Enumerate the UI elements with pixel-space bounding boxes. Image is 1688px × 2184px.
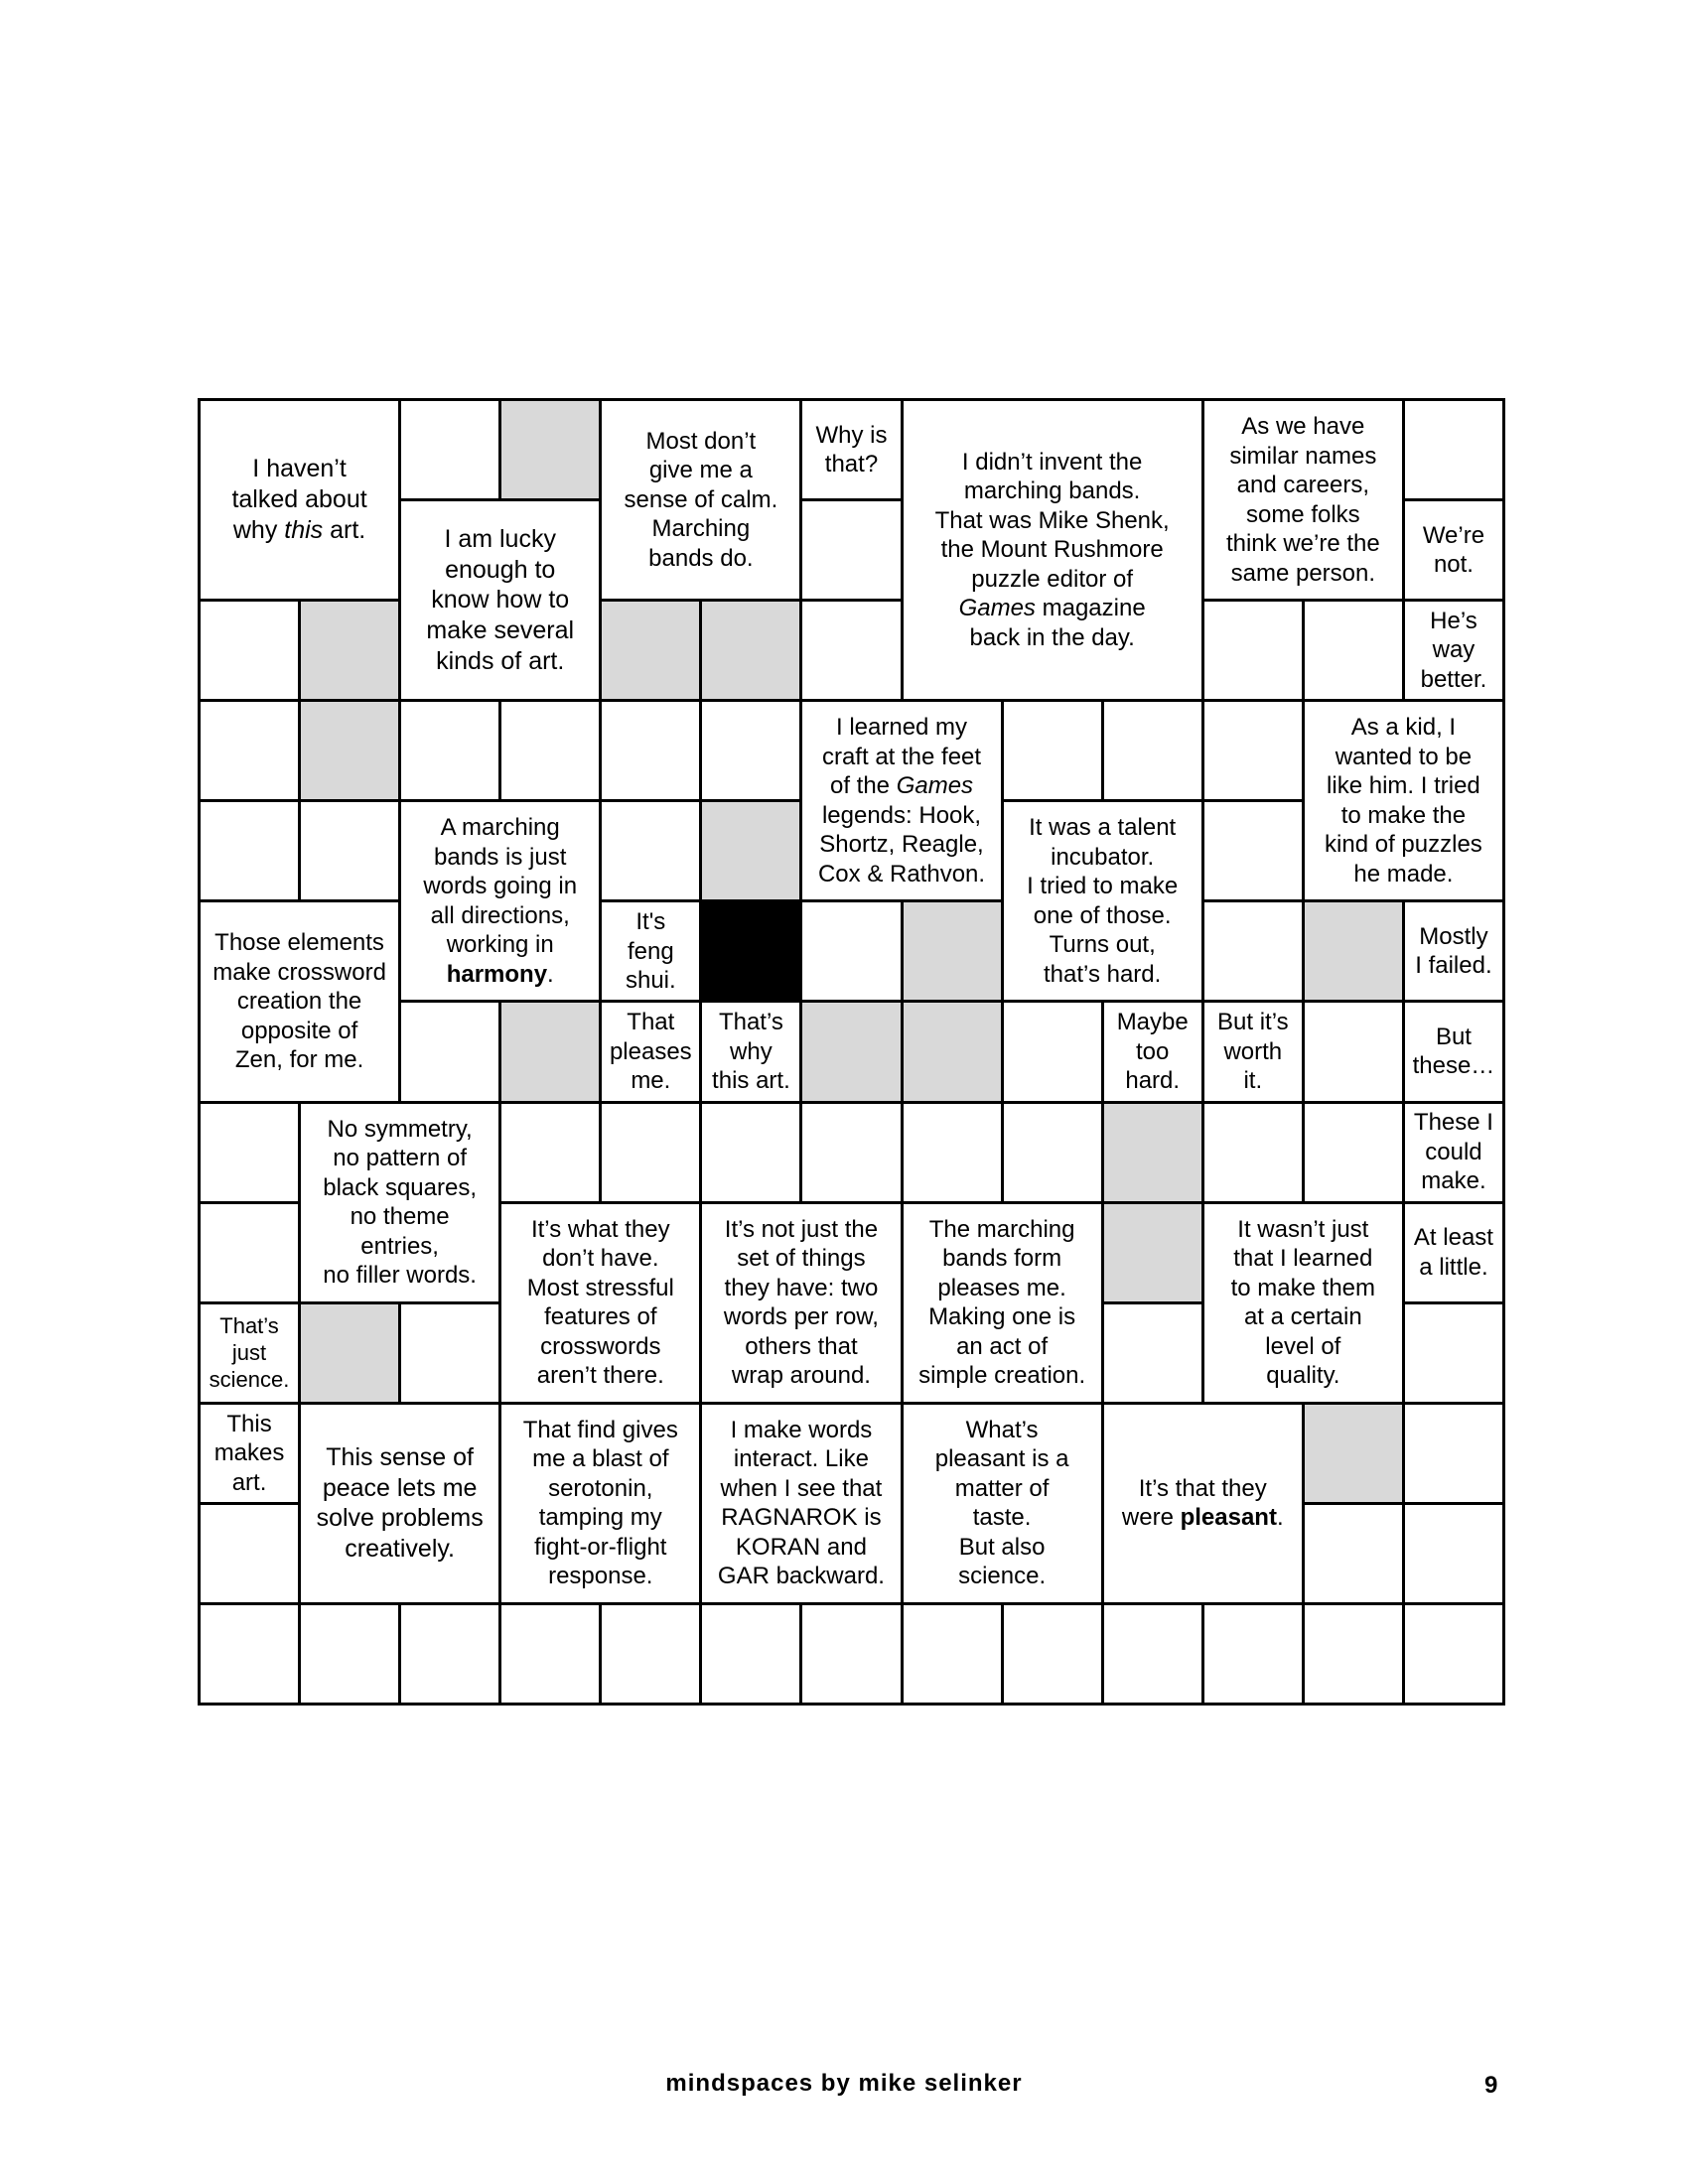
answer-square[interactable] <box>498 1101 602 1204</box>
answer-square[interactable] <box>799 1602 903 1706</box>
clue-text <box>212 928 386 1075</box>
answer-square[interactable] <box>398 699 501 802</box>
answer-square[interactable] <box>1001 1101 1104 1204</box>
clue-text-part: I haven’t talked about why <box>231 455 367 544</box>
page-number: 9 <box>1484 2072 1498 2099</box>
shaded-answer-square[interactable] <box>298 1301 401 1405</box>
clue-box <box>599 398 802 602</box>
answer-square[interactable] <box>699 699 802 802</box>
clue-box <box>198 1402 301 1505</box>
answer-square[interactable] <box>1402 1402 1505 1505</box>
shaded-answer-square[interactable] <box>699 799 802 902</box>
clue-text <box>231 454 366 545</box>
clue-box <box>1402 1101 1505 1204</box>
clue-box <box>901 1201 1104 1405</box>
clue-text-part: It was a talent incubator. I tried to make one of those. Turns out, that’s hard. <box>1027 814 1179 988</box>
answer-square[interactable] <box>799 599 903 702</box>
clue-text <box>323 1115 477 1291</box>
clue-text-part: It’s what they don’t have. Most stressful features of crosswords aren’t there. <box>526 1215 674 1390</box>
clue-text-part: It’s not just the set of things they have: two words per row, others that wrap around. <box>723 1215 879 1390</box>
clue-text <box>1423 521 1484 580</box>
footer-title: mindspaces by mike selinker <box>665 2070 1023 2097</box>
clue-text <box>1231 1215 1375 1391</box>
clue-text-part: I am lucky enough to know how to make several kinds of art. <box>426 524 575 675</box>
answer-square[interactable] <box>198 1101 301 1204</box>
shaded-answer-square[interactable] <box>1101 1101 1204 1204</box>
clue-text-part: We’re not. <box>1422 521 1485 579</box>
crossword-grid <box>198 398 1502 1703</box>
shaded-answer-square[interactable] <box>1302 899 1405 1003</box>
answer-square[interactable] <box>1402 1502 1505 1605</box>
answer-square[interactable] <box>1302 1602 1405 1706</box>
clue-box <box>799 398 903 501</box>
clue-text-part: A marching bands is just words going in all directions, working in <box>423 814 578 959</box>
answer-square[interactable] <box>398 1602 501 1706</box>
clue-box <box>298 1402 501 1605</box>
clue-text-part: That’s why this art. <box>712 1009 790 1095</box>
clue-box <box>699 1201 903 1405</box>
clue-text <box>523 1416 678 1591</box>
clue-text-part: As we have similar names and careers, some folks think we’re the same person. <box>1225 413 1380 587</box>
answer-square[interactable] <box>198 699 301 802</box>
answer-square[interactable] <box>1201 1602 1305 1706</box>
shaded-answer-square[interactable] <box>498 1000 602 1103</box>
clue-box <box>298 1101 501 1304</box>
shaded-answer-square[interactable] <box>298 699 401 802</box>
clue-text-part: That’s just science. <box>209 1313 290 1393</box>
answer-square[interactable] <box>699 1602 802 1706</box>
clue-text-part: I make words interact. Like when I see that RAGNAROK is KORAN and GAR backward. <box>717 1416 885 1590</box>
answer-square[interactable] <box>1302 1502 1405 1605</box>
clue-box <box>901 398 1204 702</box>
clue-text <box>1414 1223 1493 1282</box>
clue-text <box>426 524 574 677</box>
clue-text <box>724 1215 879 1391</box>
clue-text-part: What’s pleasant is a matter of taste. But also science. <box>934 1416 1069 1590</box>
clue-box <box>1302 699 1505 902</box>
answer-square[interactable] <box>1001 699 1104 802</box>
clue-box <box>498 1402 702 1605</box>
answer-square[interactable] <box>198 1602 301 1706</box>
answer-square[interactable] <box>1302 1000 1405 1103</box>
clue-text-part: The marching bands form pleases me. Making one is an act of simple creation. <box>918 1215 1086 1390</box>
clue-text <box>1226 412 1380 588</box>
black-square <box>699 899 802 1003</box>
clue-box <box>498 1201 702 1405</box>
clue-text-part: I learned my craft at the feet of the <box>821 714 982 800</box>
clue-emphasis: Games <box>958 595 1036 622</box>
clue-text-part: Most don’t give me a sense of calm. Marching bands do. <box>624 427 778 572</box>
clue-emphasis: harmony <box>446 960 548 988</box>
clue-text <box>626 907 676 996</box>
clue-text <box>317 1442 484 1565</box>
clue-box <box>699 1402 903 1605</box>
answer-square[interactable] <box>1402 1602 1505 1706</box>
shaded-answer-square[interactable] <box>599 599 702 702</box>
clue-text-part: But it’s worth it. <box>1217 1009 1289 1095</box>
clue-box <box>1402 899 1505 1003</box>
clue-box <box>198 1301 301 1405</box>
answer-square[interactable] <box>699 1101 802 1204</box>
clue-text <box>214 1410 285 1498</box>
clue-text-part: No symmetry, no pattern of black squares, no theme entries, no filler words. <box>323 1115 477 1290</box>
shaded-answer-square[interactable] <box>901 1000 1004 1103</box>
clue-box <box>398 799 602 1003</box>
clue-text-part: art. <box>323 515 366 544</box>
clue-text <box>527 1215 674 1391</box>
clue-text-part: As a kid, I wanted to be like him. I tried to make the kind of puzzles he made. <box>1325 714 1482 887</box>
clue-text-part: He’s way better. <box>1420 607 1487 693</box>
answer-square[interactable] <box>1402 398 1505 501</box>
clue-text <box>210 1312 290 1393</box>
clue-box <box>599 1000 702 1103</box>
answer-square[interactable] <box>398 1000 501 1103</box>
shaded-answer-square[interactable] <box>498 398 602 501</box>
answer-square[interactable] <box>1201 899 1305 1003</box>
shaded-answer-square[interactable] <box>799 1000 903 1103</box>
answer-square[interactable] <box>198 1201 301 1304</box>
clue-text-part: magazine back in the day. <box>969 595 1146 651</box>
clue-text-part: It’s that they were <box>1121 1474 1267 1532</box>
clue-text <box>625 427 778 574</box>
shaded-answer-square[interactable] <box>699 599 802 702</box>
clue-text <box>1413 1023 1495 1081</box>
answer-square[interactable] <box>799 1101 903 1204</box>
clue-box <box>901 1402 1104 1605</box>
answer-square[interactable] <box>498 699 602 802</box>
answer-square[interactable] <box>398 1301 501 1405</box>
answer-square[interactable] <box>1101 1301 1204 1405</box>
answer-square[interactable] <box>599 1101 702 1204</box>
clue-text <box>935 1416 1069 1591</box>
answer-square[interactable] <box>1201 599 1305 702</box>
answer-square[interactable] <box>1101 1602 1204 1706</box>
clue-text <box>935 448 1170 653</box>
clue-text <box>1027 813 1178 989</box>
clue-box <box>1402 1201 1505 1304</box>
shaded-answer-square[interactable] <box>1101 1201 1204 1304</box>
clue-text <box>815 421 887 479</box>
clue-emphasis: this <box>284 515 324 544</box>
shaded-answer-square[interactable] <box>1302 1402 1405 1505</box>
clue-text <box>1122 1474 1284 1533</box>
answer-square[interactable] <box>198 799 301 902</box>
clue-box <box>1001 799 1204 1003</box>
clue-text <box>610 1008 692 1096</box>
clue-box <box>1402 498 1505 602</box>
clue-box <box>699 1000 802 1103</box>
answer-square[interactable] <box>1201 699 1305 802</box>
clue-text <box>918 1215 1085 1391</box>
shaded-answer-square[interactable] <box>298 599 401 702</box>
clue-text <box>818 713 985 888</box>
answer-square[interactable] <box>799 498 903 602</box>
clue-text-part: That pleases me. <box>609 1009 692 1095</box>
clue-text <box>1117 1008 1189 1096</box>
clue-text-part: This makes art. <box>213 1410 285 1496</box>
answer-square[interactable] <box>1302 1101 1405 1204</box>
clue-box <box>1402 1000 1505 1103</box>
answer-square[interactable] <box>599 699 702 802</box>
answer-square[interactable] <box>901 1101 1004 1204</box>
clue-text-part: Maybe too hard. <box>1116 1009 1189 1095</box>
answer-square[interactable] <box>498 1602 602 1706</box>
clue-text-part: That find gives me a blast of serotonin, tamping my fight-or-flight response. <box>522 1416 678 1590</box>
answer-square[interactable] <box>1201 799 1305 902</box>
clue-text <box>1325 713 1482 888</box>
answer-square[interactable] <box>1101 699 1204 802</box>
clue-emphasis: pleasant <box>1180 1504 1277 1532</box>
clue-text <box>1414 1108 1493 1196</box>
clue-box <box>198 398 401 602</box>
answer-square[interactable] <box>198 599 301 702</box>
answer-square[interactable] <box>1201 1101 1305 1204</box>
shaded-answer-square[interactable] <box>901 899 1004 1003</box>
answer-square[interactable] <box>1402 1301 1505 1405</box>
clue-text-part: . <box>547 960 554 988</box>
clue-text-part: . <box>1276 1504 1284 1532</box>
clue-text <box>423 813 577 989</box>
clue-text-part: But these… <box>1412 1023 1495 1080</box>
answer-square[interactable] <box>398 398 501 501</box>
clue-text-part: I didn’t invent the marching bands. That was Mike Shenk, the Mount Rushmore puzzle editor of <box>934 448 1170 593</box>
clue-text-part: Mostly I failed. <box>1415 922 1492 980</box>
clue-text-part: It wasn’t just that I learned to make them at a certain level of quality. <box>1230 1215 1376 1390</box>
answer-square[interactable] <box>599 799 702 902</box>
answer-square[interactable] <box>599 1602 702 1706</box>
answer-square[interactable] <box>1001 1602 1104 1706</box>
clue-text-part: It's feng shui. <box>625 908 676 995</box>
clue-box <box>398 498 602 702</box>
clue-box <box>198 899 401 1103</box>
clue-text-part: These I could make. <box>1413 1109 1493 1195</box>
clue-emphasis: Games <box>896 772 974 800</box>
clue-box <box>1101 1402 1305 1605</box>
clue-text-part: This sense of peace lets me solve problems creatively. <box>316 1442 484 1564</box>
clue-box <box>1201 1201 1405 1405</box>
answer-square[interactable] <box>1302 599 1405 702</box>
answer-square[interactable] <box>298 799 401 902</box>
clue-text-part: legends: Hook, Shortz, Reagle, Cox & Rathvon. <box>817 801 986 887</box>
clue-box <box>799 699 1003 902</box>
answer-square[interactable] <box>1001 1000 1104 1103</box>
clue-text-part: Why is that? <box>815 421 888 478</box>
answer-square[interactable] <box>901 1602 1004 1706</box>
clue-box <box>1201 398 1405 602</box>
clue-text <box>712 1008 790 1096</box>
clue-text <box>1217 1008 1289 1096</box>
clue-text-part: Those elements make crossword creation the opposite of Zen, for me. <box>212 929 386 1074</box>
clue-box <box>1101 1000 1204 1103</box>
answer-square[interactable] <box>298 1602 401 1706</box>
clue-box <box>599 899 702 1003</box>
clue-text <box>1421 607 1487 695</box>
clue-text-part: At least a little. <box>1413 1224 1493 1281</box>
clue-text <box>718 1416 885 1591</box>
clue-box <box>1402 599 1505 702</box>
answer-square[interactable] <box>198 1502 301 1605</box>
clue-text <box>1415 922 1491 981</box>
clue-box <box>1201 1000 1305 1103</box>
answer-square[interactable] <box>799 899 903 1003</box>
